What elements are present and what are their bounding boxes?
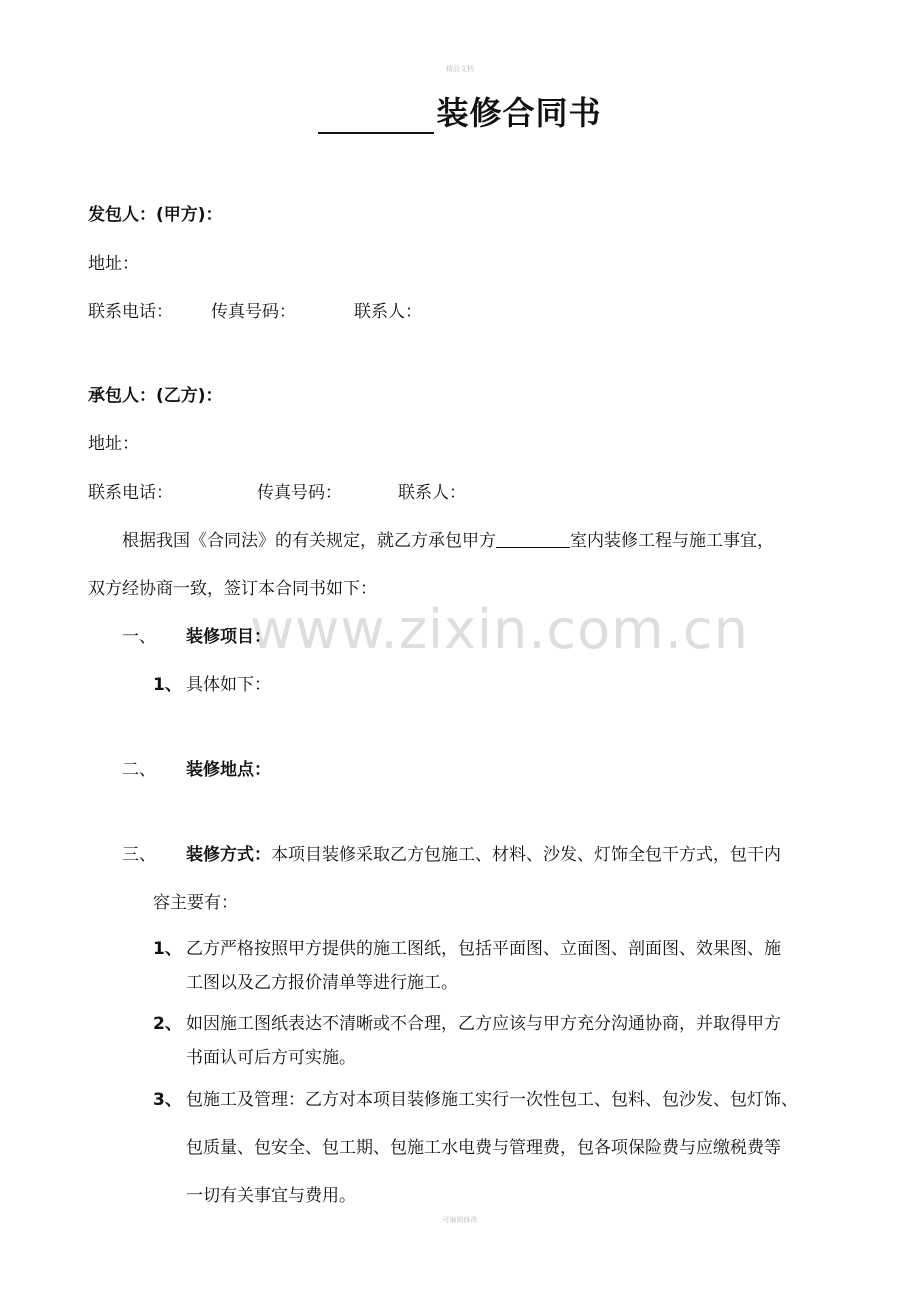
section-3-item-1: [153, 934, 781, 959]
party-b-contact: 联系人：: [398, 483, 466, 503]
intro-blank: [496, 529, 570, 548]
party-b-phone: 联系电话：: [88, 483, 173, 503]
section-3-item-2-line-1: 如因施工图纸表达不清晰或不合理，乙方应该与甲方充分沟通协商，并取得甲方: [186, 1014, 781, 1034]
section-3-item-1-num: 1、: [153, 939, 182, 959]
section-3-text-2: 容主要有：: [153, 893, 238, 913]
footer-mark: 可编辑修改: [442, 1216, 478, 1224]
section-3-item-3-line-1: 包施工及管理：乙方对本项目装修施工实行一次性包工、包料、包沙发、包灯饰、: [186, 1090, 798, 1110]
section-3-item-1-line-2: 工图以及乙方报价清单等进行施工。: [186, 973, 458, 993]
party-a-address: 地址：: [88, 254, 139, 274]
section-3-text-1: 本项目装修采取乙方包施工、材料、沙发、灯饰全包干方式，包干内: [271, 845, 781, 865]
section-2-num: 二、: [122, 760, 156, 780]
section-3: [122, 840, 781, 865]
contract-title: [0, 88, 920, 134]
section-3-item-2-line-2: 书面认可后方可实施。: [186, 1048, 356, 1068]
section-1-title: 装修项目：: [186, 627, 271, 647]
section-1-item-text: 具体如下：: [186, 675, 271, 695]
section-1: [122, 622, 271, 647]
section-1-item-num: 1、: [153, 675, 182, 695]
section-1-num: 一、: [122, 627, 156, 647]
section-3-item-2: [153, 1009, 781, 1034]
section-3-item-1-line-1: 乙方严格按照甲方提供的施工图纸，包括平面图、立面图、剖面图、效果图、施: [186, 939, 781, 959]
intro-part-2: 室内装修工程与施工事宜，: [570, 531, 774, 551]
section-3-item-3-line-3: 一切有关事宜与费用。: [186, 1186, 356, 1206]
section-3-item-3-line-2: 包质量、包安全、包工期、包施工水电费与管理费，包各项保险费与应缴税费等: [186, 1138, 781, 1158]
section-2-title: 装修地点：: [186, 760, 271, 780]
section-3-item-3-num: 3、: [153, 1090, 182, 1110]
intro-part-1: 根据我国《合同法》的有关规定，就乙方承包甲方: [122, 531, 496, 551]
title-blank: [318, 98, 434, 134]
section-3-title: 装修方式：: [186, 845, 271, 865]
party-a-fax: 传真号码：: [211, 302, 296, 322]
party-a-phone: 联系电话：: [88, 302, 173, 322]
party-a-contact: 联系人：: [354, 302, 422, 322]
party-a-contact-line: [88, 297, 422, 322]
section-3-item-3: [153, 1085, 798, 1110]
section-2: [122, 755, 271, 780]
intro-line-1: [122, 526, 774, 551]
title-text: 装修合同书: [436, 94, 602, 132]
intro-line-2: 双方经协商一致，签订本合同书如下：: [88, 579, 377, 599]
section-3-item-2-num: 2、: [153, 1014, 182, 1034]
party-b-address: 地址：: [88, 434, 139, 454]
watermark: www.zixin.com.cn: [250, 598, 749, 661]
header-mark: 精品文档: [446, 65, 474, 73]
section-1-item: [153, 670, 271, 695]
party-a-heading: 发包人：(甲方)：: [88, 205, 223, 225]
section-3-num: 三、: [122, 845, 156, 865]
party-b-fax: 传真号码：: [257, 483, 342, 503]
party-b-contact-line: [88, 478, 466, 503]
party-b-heading: 承包人：(乙方)：: [88, 386, 223, 406]
